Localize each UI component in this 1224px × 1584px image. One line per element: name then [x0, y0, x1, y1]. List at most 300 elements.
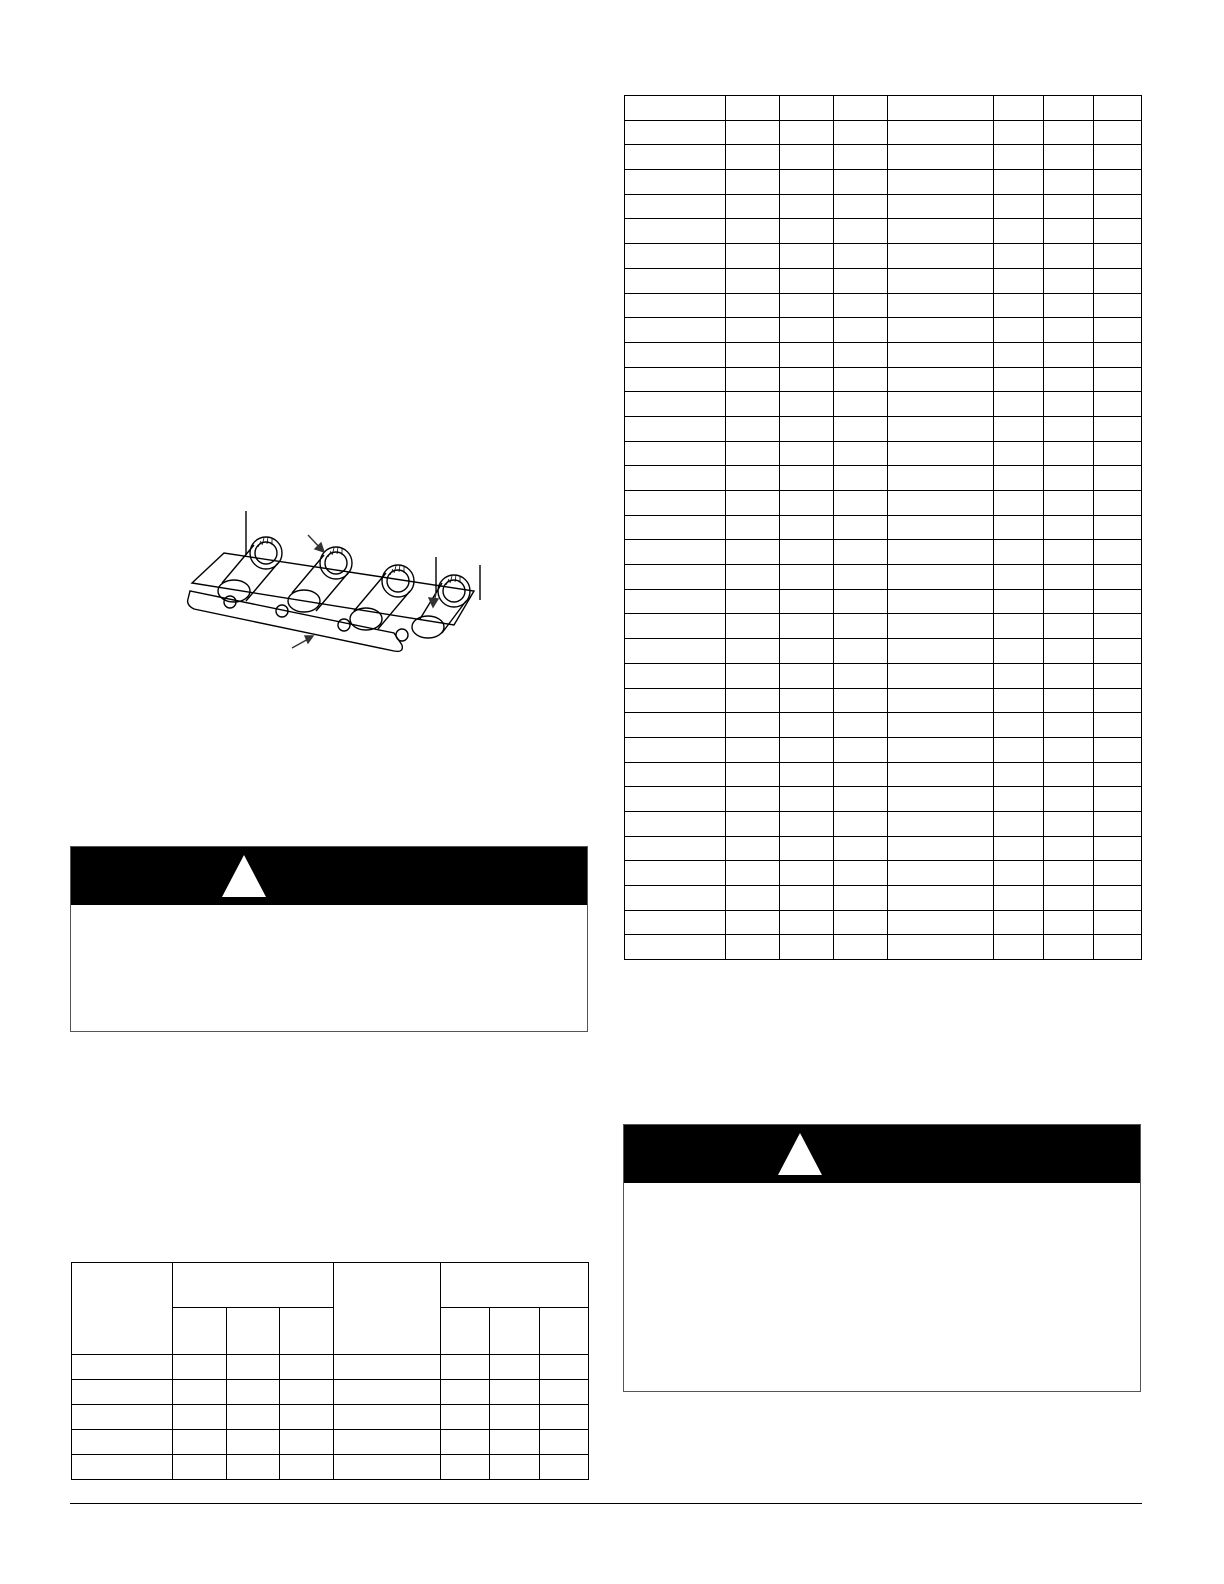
table-subheader-cell	[540, 1308, 589, 1355]
table-cell	[1044, 811, 1094, 836]
table-cell	[625, 639, 726, 664]
table-cell	[994, 836, 1044, 861]
table-row	[625, 145, 1142, 170]
table-cell	[173, 1355, 227, 1380]
table-cell	[1094, 268, 1142, 293]
table-header-cell	[441, 1263, 589, 1308]
table-cell	[1094, 762, 1142, 787]
table-row	[625, 688, 1142, 713]
table-cell	[540, 1355, 589, 1380]
table-cell	[994, 392, 1044, 417]
table-cell	[625, 614, 726, 639]
table-row	[625, 120, 1142, 145]
table-cell	[1094, 318, 1142, 343]
table-cell	[726, 491, 780, 516]
table-cell	[726, 861, 780, 886]
table-cell	[625, 392, 726, 417]
table-cell	[1094, 787, 1142, 812]
warning-triangle-icon	[778, 1133, 822, 1175]
table-cell	[726, 96, 780, 121]
table-cell	[780, 392, 834, 417]
table-cell	[1094, 540, 1142, 565]
table-cell	[780, 194, 834, 219]
table-row	[72, 1455, 589, 1480]
table-cell	[994, 145, 1044, 170]
table-cell	[834, 663, 888, 688]
table-cell	[888, 663, 994, 688]
table-row	[625, 565, 1142, 590]
table-cell	[726, 318, 780, 343]
table-cell	[780, 663, 834, 688]
table-cell	[834, 96, 888, 121]
table-cell	[888, 787, 994, 812]
table-cell	[726, 737, 780, 762]
table-cell	[1044, 762, 1094, 787]
table-cell	[888, 268, 994, 293]
table-header-cell	[72, 1263, 173, 1355]
table-cell	[834, 441, 888, 466]
table-cell	[780, 441, 834, 466]
table-cell	[834, 688, 888, 713]
table-cell	[834, 787, 888, 812]
table-row	[72, 1355, 589, 1380]
table-cell	[834, 318, 888, 343]
table-cell	[726, 515, 780, 540]
table-cell	[490, 1430, 540, 1455]
table-cell	[1044, 170, 1094, 195]
table-row	[625, 416, 1142, 441]
table-cell	[625, 935, 726, 960]
table-cell	[726, 935, 780, 960]
table-cell	[1094, 614, 1142, 639]
table-cell	[726, 910, 780, 935]
table-cell	[726, 639, 780, 664]
table-cell	[780, 96, 834, 121]
table-cell	[726, 268, 780, 293]
table-cell	[280, 1405, 334, 1430]
table-cell	[540, 1430, 589, 1455]
table-cell	[1044, 639, 1094, 664]
table-cell	[888, 293, 994, 318]
table-cell	[625, 145, 726, 170]
warning-header	[71, 847, 587, 905]
table-cell	[888, 910, 994, 935]
table-row	[625, 787, 1142, 812]
table-row	[72, 1430, 589, 1455]
table-cell	[994, 811, 1044, 836]
table-cell	[1044, 466, 1094, 491]
table-cell	[173, 1380, 227, 1405]
table-cell	[1044, 268, 1094, 293]
table-cell	[726, 145, 780, 170]
right-data-table	[624, 95, 1142, 960]
table-cell	[888, 713, 994, 738]
table-cell	[1044, 861, 1094, 886]
table-cell	[1044, 540, 1094, 565]
table-cell	[625, 737, 726, 762]
table-cell	[625, 565, 726, 590]
table-cell	[888, 589, 994, 614]
table-row	[625, 318, 1142, 343]
table-row	[625, 441, 1142, 466]
table-cell	[1094, 836, 1142, 861]
table-cell	[834, 219, 888, 244]
table-cell	[1044, 515, 1094, 540]
table-row	[625, 219, 1142, 244]
table-cell	[1094, 688, 1142, 713]
table-cell	[726, 811, 780, 836]
table-cell	[227, 1380, 280, 1405]
table-cell	[1094, 120, 1142, 145]
table-cell	[834, 886, 888, 911]
table-cell	[726, 614, 780, 639]
table-cell	[1044, 886, 1094, 911]
table-cell	[625, 910, 726, 935]
table-row	[625, 589, 1142, 614]
table-cell	[888, 466, 994, 491]
table-cell	[834, 466, 888, 491]
table-cell	[780, 515, 834, 540]
table-cell	[441, 1355, 490, 1380]
left-data-table	[71, 1262, 589, 1480]
table-cell	[173, 1430, 227, 1455]
table-cell	[888, 219, 994, 244]
table-row	[625, 392, 1142, 417]
table-cell	[780, 244, 834, 269]
table-cell	[280, 1355, 334, 1380]
table-cell	[994, 589, 1044, 614]
table-cell	[540, 1380, 589, 1405]
table-row	[625, 811, 1142, 836]
table-cell	[994, 170, 1044, 195]
table-cell	[994, 787, 1044, 812]
table-cell	[834, 713, 888, 738]
table-cell	[780, 170, 834, 195]
table-cell	[888, 540, 994, 565]
table-cell	[625, 244, 726, 269]
table-cell	[1044, 293, 1094, 318]
table-cell	[834, 515, 888, 540]
table-cell	[227, 1430, 280, 1455]
table-cell	[994, 688, 1044, 713]
table-cell	[625, 466, 726, 491]
burner-assembly-illustration	[184, 505, 484, 655]
table-cell	[726, 244, 780, 269]
table-cell	[1094, 392, 1142, 417]
table-cell	[834, 935, 888, 960]
table-row	[625, 935, 1142, 960]
table-cell	[888, 416, 994, 441]
table-cell	[726, 836, 780, 861]
table-cell	[994, 565, 1044, 590]
table-cell	[834, 861, 888, 886]
table-row	[625, 367, 1142, 392]
table-cell	[726, 441, 780, 466]
table-cell	[726, 886, 780, 911]
table-cell	[441, 1380, 490, 1405]
table-cell	[1094, 910, 1142, 935]
table-cell	[780, 762, 834, 787]
table-cell	[994, 861, 1044, 886]
table-cell	[1094, 219, 1142, 244]
table-cell	[888, 194, 994, 219]
table-cell	[994, 244, 1044, 269]
table-cell	[1094, 170, 1142, 195]
table-cell	[834, 836, 888, 861]
table-cell	[625, 219, 726, 244]
table-cell	[888, 392, 994, 417]
table-subheader-cell	[490, 1308, 540, 1355]
table-cell	[1044, 145, 1094, 170]
table-cell	[1094, 194, 1142, 219]
table-cell	[173, 1455, 227, 1480]
table-row	[625, 491, 1142, 516]
table-cell	[72, 1405, 173, 1430]
table-cell	[994, 910, 1044, 935]
table-cell	[334, 1405, 441, 1430]
table-cell	[625, 120, 726, 145]
table-cell	[1044, 663, 1094, 688]
table-row	[625, 663, 1142, 688]
table-cell	[994, 935, 1044, 960]
table-row	[625, 515, 1142, 540]
table-cell	[888, 491, 994, 516]
table-cell	[540, 1405, 589, 1430]
table-cell	[994, 293, 1044, 318]
table-cell	[834, 762, 888, 787]
table-cell	[888, 342, 994, 367]
table-header-cell	[173, 1263, 334, 1308]
table-subheader-cell	[280, 1308, 334, 1355]
table-cell	[726, 540, 780, 565]
table-cell	[888, 639, 994, 664]
footer-divider	[70, 1503, 1142, 1504]
table-cell	[625, 663, 726, 688]
table-subheader-cell	[441, 1308, 490, 1355]
table-cell	[227, 1355, 280, 1380]
table-cell	[280, 1430, 334, 1455]
table-cell	[625, 194, 726, 219]
table-cell	[490, 1405, 540, 1430]
table-cell	[834, 639, 888, 664]
table-cell	[994, 713, 1044, 738]
table-cell	[334, 1455, 441, 1480]
table-cell	[888, 318, 994, 343]
table-cell	[625, 491, 726, 516]
table-cell	[780, 787, 834, 812]
table-row	[625, 614, 1142, 639]
table-cell	[1044, 194, 1094, 219]
table-cell	[227, 1405, 280, 1430]
table-cell	[227, 1455, 280, 1480]
table-cell	[173, 1405, 227, 1430]
table-cell	[625, 96, 726, 121]
table-cell	[625, 886, 726, 911]
table-row	[625, 713, 1142, 738]
table-row	[625, 293, 1142, 318]
table-row	[625, 861, 1142, 886]
table-cell	[1044, 342, 1094, 367]
table-cell	[994, 886, 1044, 911]
table-cell	[834, 565, 888, 590]
table-cell	[780, 120, 834, 145]
table-cell	[834, 120, 888, 145]
warning-header	[624, 1125, 1140, 1183]
table-cell	[1044, 688, 1094, 713]
table-cell	[726, 392, 780, 417]
table-cell	[1044, 219, 1094, 244]
table-cell	[1094, 713, 1142, 738]
table-cell	[780, 367, 834, 392]
table-cell	[72, 1380, 173, 1405]
table-cell	[1094, 416, 1142, 441]
table-cell	[726, 466, 780, 491]
table-row	[625, 886, 1142, 911]
table-cell	[726, 170, 780, 195]
table-cell	[780, 737, 834, 762]
table-cell	[1044, 910, 1094, 935]
table-cell	[1094, 663, 1142, 688]
table-cell	[726, 565, 780, 590]
table-cell	[994, 515, 1044, 540]
table-cell	[490, 1455, 540, 1480]
table-row	[625, 639, 1142, 664]
table-cell	[1094, 886, 1142, 911]
table-cell	[625, 515, 726, 540]
table-cell	[726, 342, 780, 367]
table-cell	[625, 367, 726, 392]
table-cell	[888, 614, 994, 639]
table-cell	[625, 293, 726, 318]
table-cell	[726, 120, 780, 145]
table-cell	[888, 145, 994, 170]
table-cell	[1044, 441, 1094, 466]
table-subheader-cell	[227, 1308, 280, 1355]
table-cell	[834, 392, 888, 417]
table-cell	[1044, 565, 1094, 590]
table-cell	[834, 268, 888, 293]
table-cell	[780, 910, 834, 935]
table-cell	[1044, 318, 1094, 343]
table-cell	[726, 194, 780, 219]
table-row	[625, 737, 1142, 762]
table-cell	[994, 441, 1044, 466]
table-cell	[1094, 491, 1142, 516]
warning-box-left	[70, 846, 588, 1032]
table-cell	[888, 367, 994, 392]
table-cell	[334, 1430, 441, 1455]
table-cell	[994, 194, 1044, 219]
table-cell	[994, 663, 1044, 688]
table-cell	[625, 861, 726, 886]
table-cell	[888, 935, 994, 960]
table-cell	[625, 170, 726, 195]
table-cell	[888, 120, 994, 145]
table-cell	[1094, 145, 1142, 170]
table-row	[625, 96, 1142, 121]
table-cell	[834, 293, 888, 318]
table-row	[625, 762, 1142, 787]
table-cell	[490, 1380, 540, 1405]
table-cell	[726, 663, 780, 688]
table-cell	[780, 811, 834, 836]
table-cell	[625, 318, 726, 343]
table-cell	[994, 639, 1044, 664]
table-cell	[780, 688, 834, 713]
table-cell	[780, 614, 834, 639]
table-cell	[280, 1455, 334, 1480]
table-cell	[1094, 737, 1142, 762]
table-cell	[888, 441, 994, 466]
table-cell	[780, 861, 834, 886]
table-cell	[1094, 466, 1142, 491]
table-row	[72, 1380, 589, 1405]
table-cell	[994, 342, 1044, 367]
table-cell	[780, 540, 834, 565]
table-row	[625, 466, 1142, 491]
table-cell	[994, 219, 1044, 244]
table-cell	[1094, 293, 1142, 318]
table-row	[625, 268, 1142, 293]
table-cell	[1094, 861, 1142, 886]
table-cell	[834, 540, 888, 565]
table-cell	[888, 836, 994, 861]
table-cell	[780, 491, 834, 516]
table-row	[625, 342, 1142, 367]
table-cell	[780, 293, 834, 318]
table-cell	[726, 713, 780, 738]
table-cell	[1094, 565, 1142, 590]
table-cell	[888, 170, 994, 195]
table-cell	[1044, 491, 1094, 516]
table-cell	[625, 811, 726, 836]
table-cell	[72, 1430, 173, 1455]
table-cell	[625, 787, 726, 812]
table-cell	[1094, 589, 1142, 614]
table-cell	[726, 367, 780, 392]
table-cell	[834, 910, 888, 935]
table-cell	[625, 589, 726, 614]
table-cell	[441, 1430, 490, 1455]
table-cell	[625, 713, 726, 738]
table-cell	[72, 1455, 173, 1480]
table-cell	[726, 589, 780, 614]
table-cell	[834, 589, 888, 614]
table-cell	[888, 244, 994, 269]
table-cell	[1044, 713, 1094, 738]
table-cell	[780, 318, 834, 343]
table-cell	[994, 614, 1044, 639]
table-cell	[334, 1380, 441, 1405]
table-cell	[780, 836, 834, 861]
table-cell	[625, 540, 726, 565]
table-cell	[780, 466, 834, 491]
table-cell	[1044, 935, 1094, 960]
table-cell	[994, 762, 1044, 787]
table-cell	[834, 614, 888, 639]
table-cell	[1044, 589, 1094, 614]
table-cell	[1044, 836, 1094, 861]
warning-triangle-icon	[222, 855, 266, 897]
table-cell	[780, 565, 834, 590]
table-cell	[625, 268, 726, 293]
table-cell	[625, 441, 726, 466]
table-cell	[994, 268, 1044, 293]
table-cell	[1094, 244, 1142, 269]
table-cell	[780, 268, 834, 293]
table-cell	[726, 416, 780, 441]
table-cell	[994, 367, 1044, 392]
